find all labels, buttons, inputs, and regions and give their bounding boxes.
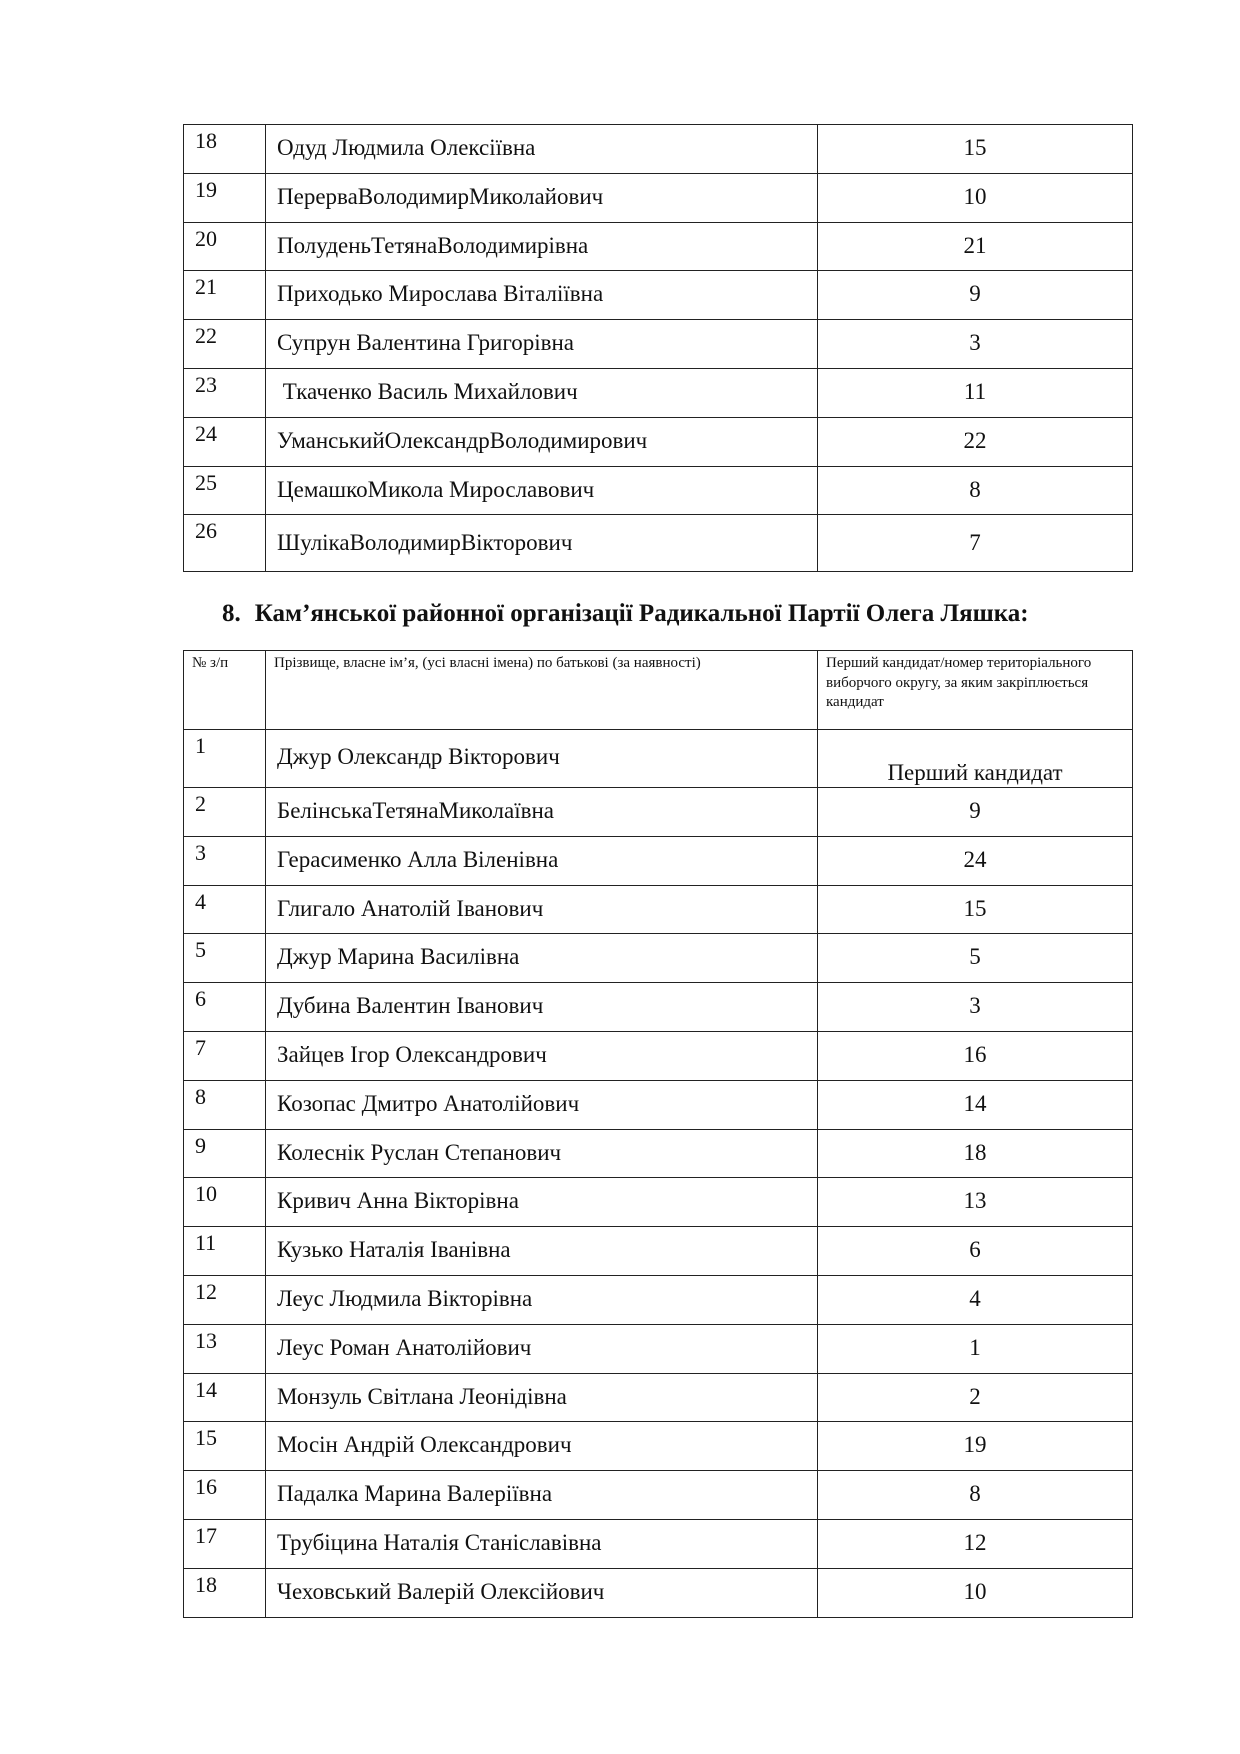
section-number: 8. (222, 600, 241, 627)
district-number: 21 (818, 222, 1133, 271)
table-row (184, 1519, 1133, 1568)
district-number: 9 (818, 788, 1133, 837)
district-number: 15 (818, 125, 1133, 174)
row-number: 24 (184, 417, 266, 466)
row-number: 2 (184, 788, 266, 837)
row-number: 11 (184, 1227, 266, 1276)
table-row (184, 1129, 1133, 1178)
district-number: 4 (818, 1275, 1133, 1324)
row-number: 14 (184, 1373, 266, 1422)
candidate-name: Приходько Мирослава Віталіївна (266, 271, 818, 320)
table-row (184, 515, 1133, 572)
table-row (184, 788, 1133, 837)
table-row (184, 730, 1133, 788)
candidate-name: Одуд Людмила Олексіївна (266, 125, 818, 174)
candidate-name: УманськийОлександрВолодимирович (266, 417, 818, 466)
district-number: 10 (818, 173, 1133, 222)
row-number: 20 (184, 222, 266, 271)
section-heading (222, 600, 1029, 628)
row-number: 3 (184, 836, 266, 885)
row-number: 26 (184, 515, 266, 572)
candidate-name: Зайцев Ігор Олександрович (266, 1031, 818, 1080)
candidate-name: Ткаченко Василь Михайлович (266, 368, 818, 417)
candidate-name: ПолуденьТетянаВолодимирівна (266, 222, 818, 271)
candidate-name: Джур Олександр Вікторович (266, 730, 818, 788)
candidate-name: ЦемашкоМикола Мирославович (266, 466, 818, 515)
row-number: 8 (184, 1080, 266, 1129)
row-number: 7 (184, 1031, 266, 1080)
row-number: 13 (184, 1324, 266, 1373)
table-row (184, 368, 1133, 417)
candidate-name: Леус Людмила Вікторівна (266, 1275, 818, 1324)
district-number: Перший кандидат (818, 730, 1133, 788)
candidate-name: ШулікаВолодимирВікторович (266, 515, 818, 572)
district-number: 22 (818, 417, 1133, 466)
table-row (184, 417, 1133, 466)
district-number: 3 (818, 320, 1133, 369)
district-number: 11 (818, 368, 1133, 417)
candidate-name: Герасименко Алла Віленівна (266, 836, 818, 885)
table-row (184, 466, 1133, 515)
district-number: 6 (818, 1227, 1133, 1276)
candidate-name: Глигало Анатолій Іванович (266, 885, 818, 934)
candidate-name: Кузько Наталія Іванівна (266, 1227, 818, 1276)
table-row (184, 222, 1133, 271)
district-number: 1 (818, 1324, 1133, 1373)
row-number: 18 (184, 125, 266, 174)
row-number: 22 (184, 320, 266, 369)
row-number: 10 (184, 1178, 266, 1227)
candidate-name: Кривич Анна Вікторівна (266, 1178, 818, 1227)
header-name: Прізвище, власне ім’я, (усі власні імена) по батькові (за наявності) (266, 651, 818, 730)
district-number: 8 (818, 466, 1133, 515)
row-number: 25 (184, 466, 266, 515)
table-row (184, 125, 1133, 174)
candidate-name: Козопас Дмитро Анатолійович (266, 1080, 818, 1129)
table-row (184, 1031, 1133, 1080)
row-number: 17 (184, 1519, 266, 1568)
row-number: 19 (184, 173, 266, 222)
district-number: 8 (818, 1471, 1133, 1520)
row-number: 21 (184, 271, 266, 320)
candidate-name: Монзуль Світлана Леонідівна (266, 1373, 818, 1422)
candidate-name: Джур Марина Василівна (266, 934, 818, 983)
district-number: 16 (818, 1031, 1133, 1080)
district-number: 7 (818, 515, 1133, 572)
row-number: 5 (184, 934, 266, 983)
row-number: 9 (184, 1129, 266, 1178)
district-number: 13 (818, 1178, 1133, 1227)
header-district: Перший кандидат/номер територіального виборчого округу, за яким закріплюється кандидат (818, 651, 1133, 730)
candidate-name: ПерерваВолодимирМиколайович (266, 173, 818, 222)
district-number: 10 (818, 1568, 1133, 1617)
district-number: 14 (818, 1080, 1133, 1129)
section-title: Кам’янської районної організації Радикальної Партії Олега Ляшка: (254, 600, 1029, 627)
row-number: 23 (184, 368, 266, 417)
table-row (184, 983, 1133, 1032)
candidate-name: Мосін Андрій Олександрович (266, 1422, 818, 1471)
district-number: 2 (818, 1373, 1133, 1422)
row-number: 1 (184, 730, 266, 788)
candidate-name: Дубина Валентин Іванович (266, 983, 818, 1032)
row-number: 6 (184, 983, 266, 1032)
table-row (184, 1080, 1133, 1129)
district-number: 9 (818, 271, 1133, 320)
district-number: 24 (818, 836, 1133, 885)
table-row (184, 1178, 1133, 1227)
table-row (184, 1373, 1133, 1422)
table-row (184, 173, 1133, 222)
row-number: 4 (184, 885, 266, 934)
row-number: 15 (184, 1422, 266, 1471)
header-number: № з/п (184, 651, 266, 730)
candidate-name: Чеховський Валерій Олексійович (266, 1568, 818, 1617)
candidate-name: Падалка Марина Валеріївна (266, 1471, 818, 1520)
table-row (184, 1422, 1133, 1471)
candidate-name: Трубіцина Наталія Станіславівна (266, 1519, 818, 1568)
table-row (184, 1275, 1133, 1324)
row-number: 16 (184, 1471, 266, 1520)
table-row (184, 934, 1133, 983)
table-row (184, 1324, 1133, 1373)
district-number: 12 (818, 1519, 1133, 1568)
table-row (184, 1227, 1133, 1276)
row-number: 12 (184, 1275, 266, 1324)
district-number: 19 (818, 1422, 1133, 1471)
district-number: 18 (818, 1129, 1133, 1178)
district-number: 3 (818, 983, 1133, 1032)
candidate-name: Колеснік Руслан Степанович (266, 1129, 818, 1178)
table-row (184, 885, 1133, 934)
table-row (184, 271, 1133, 320)
candidate-name: Супрун Валентина Григорівна (266, 320, 818, 369)
candidates-table-continued (183, 124, 1133, 572)
table-row (184, 836, 1133, 885)
table-row (184, 320, 1133, 369)
row-number: 18 (184, 1568, 266, 1617)
table-row (184, 1568, 1133, 1617)
district-number: 5 (818, 934, 1133, 983)
candidate-name: Леус Роман Анатолійович (266, 1324, 818, 1373)
table-header-row (184, 651, 1133, 730)
table-row (184, 1471, 1133, 1520)
district-number: 15 (818, 885, 1133, 934)
candidates-table (183, 650, 1133, 1618)
candidate-name: БелінськаТетянаМиколаївна (266, 788, 818, 837)
